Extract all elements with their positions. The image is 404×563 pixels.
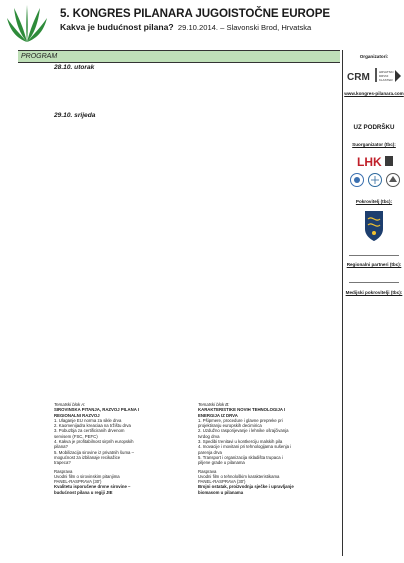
page-title: 5. KONGRES PILANARA JUGOISTOČNE EUROPE bbox=[60, 7, 330, 20]
workshop-b-item: 4. Inovacije i movitani pri tehnologijama sušenja i bbox=[198, 444, 292, 450]
workshop-a-title: Tematski blok A: bbox=[54, 402, 86, 407]
svg-text:KLASTER: KLASTER bbox=[379, 78, 393, 82]
svg-text:HRVATSKI: HRVATSKI bbox=[379, 70, 394, 74]
support-heading: UZ PODRŠKU bbox=[353, 124, 395, 131]
day2-heading: 29.10. srijeda bbox=[54, 112, 96, 119]
subtitle-place: 29.10.2014. – Slavonski Brod, Hrvatska bbox=[177, 23, 312, 32]
partner-seals-icon bbox=[349, 172, 401, 188]
workshop-a-item: 2. Kaomenijadra kreaciaa na tržištu drva bbox=[54, 423, 131, 429]
organizer-logos-icon bbox=[345, 66, 403, 86]
svg-text:DRVNI: DRVNI bbox=[379, 74, 389, 78]
workshop-a-item: servisem (FSC, PEFC) bbox=[54, 433, 98, 439]
congress-logo-icon bbox=[6, 2, 48, 44]
workshop-a-conclusion: Kvalitetu isporučene drvne sirovine – bbox=[54, 484, 131, 490]
workshop-a bbox=[54, 402, 194, 495]
workshop-b-item: projektiranju europskih decimirica bbox=[198, 423, 262, 429]
page-subtitle bbox=[60, 22, 311, 32]
workshop-b-title: Tematski blok B: bbox=[198, 402, 230, 407]
suorganizator-label: Suorganizator (tbc): bbox=[352, 142, 396, 147]
header bbox=[0, 0, 404, 44]
crm-logo: CRM bbox=[347, 72, 370, 83]
media-sponsors-label: Medijski pokrovitelji (tbc): bbox=[345, 290, 403, 295]
workshop-a-heading: REGIONALNI RAZVOJ bbox=[54, 412, 100, 418]
workshop-b-discussion: PANEL-RASPRAVA (30') bbox=[198, 479, 246, 485]
pokrovitelj-label: Pokrovitelj (tbc): bbox=[355, 199, 393, 204]
workshop-a-discussion: Rasprava bbox=[54, 468, 73, 474]
workshop-b-conclusion: Brojni ostatak, proizvodnja sječke i upravljanje bbox=[198, 484, 294, 490]
workshop-b-item: 1. Pšipmere, procedure i glavne prepreke pri bbox=[198, 417, 283, 423]
workshop-a-discussion: PANEL-RASPRAVA (30') bbox=[54, 479, 102, 485]
lhk-logo-icon bbox=[355, 153, 395, 169]
workshop-b-conclusion: biomasom u pilanama bbox=[198, 489, 244, 495]
workshop-b-item: 3. Spedibi trenitavi u kontkerciju malskih pila bbox=[198, 439, 283, 445]
workshop-b-item: parenja drva bbox=[198, 449, 222, 455]
workshops bbox=[18, 402, 340, 520]
sidebar bbox=[342, 50, 404, 556]
svg-text:LHK: LHK bbox=[357, 155, 382, 169]
workshop-b-discussion: Rasprava bbox=[198, 468, 217, 474]
workshop-a-item: 1. Ulaganje EU norma za sikle drva bbox=[54, 417, 122, 423]
website-link[interactable]: www.kongres-pilanara.com bbox=[344, 91, 404, 96]
workshop-a-heading: SIROVINSKA PITANJA, RAZVOJ PILANA I bbox=[54, 407, 140, 413]
workshop-a-item: 4. Kakva je profitabilnost sirprih europskih bbox=[54, 439, 134, 445]
workshop-a-item: 3. Pobuzbja za certificiranih drvenom bbox=[54, 428, 125, 434]
workshop-a-item: pilana? bbox=[54, 444, 68, 450]
program-heading: PROGRAM bbox=[18, 50, 340, 63]
workshop-b-item: 5. Transport i organizacija skladišta trupaca i bbox=[198, 454, 283, 460]
workshop-a-item: mogućnost za izbilanaje recikažice bbox=[54, 454, 121, 460]
workshop-b-item: tvrdog drva bbox=[198, 433, 220, 439]
workshop-b-heading: KARAKTERISTIKE NOVIH TEHNOLOGIJA I bbox=[198, 407, 286, 413]
program-section bbox=[18, 50, 340, 556]
regional-partners-label: Regionalni partneri (tbc): bbox=[346, 262, 402, 267]
workshop-b-heading: ENERGIJA IZ DRVA bbox=[198, 412, 238, 418]
subtitle-question: Kakva je budućnost pilana? bbox=[60, 22, 174, 32]
workshop-b-item: 2. Uzdužno rasporijevanje i lehnike ošrajčivanja bbox=[198, 428, 289, 434]
workshop-b bbox=[198, 402, 338, 495]
organizator-label: Organizatori: bbox=[359, 54, 389, 59]
workshop-b-discussion: Uvodni film o tehnološkim karakteristikama bbox=[198, 473, 280, 479]
workshop-a-item: 5. Mobilizacija sirovine iz privatnih šuma – bbox=[54, 449, 135, 455]
workshop-a-conclusion: budućnost pilana u regiji JIE bbox=[54, 489, 113, 495]
workshop-b-item: piljene grade u pilanama bbox=[198, 460, 245, 466]
workshop-a-item: trapeca? bbox=[54, 460, 71, 466]
day1-heading: 28.10. utorak bbox=[54, 64, 95, 71]
coat-of-arms-icon bbox=[363, 209, 385, 243]
workshop-a-discussion: Uvodni film o sirovinskim pitanjima bbox=[54, 473, 120, 479]
